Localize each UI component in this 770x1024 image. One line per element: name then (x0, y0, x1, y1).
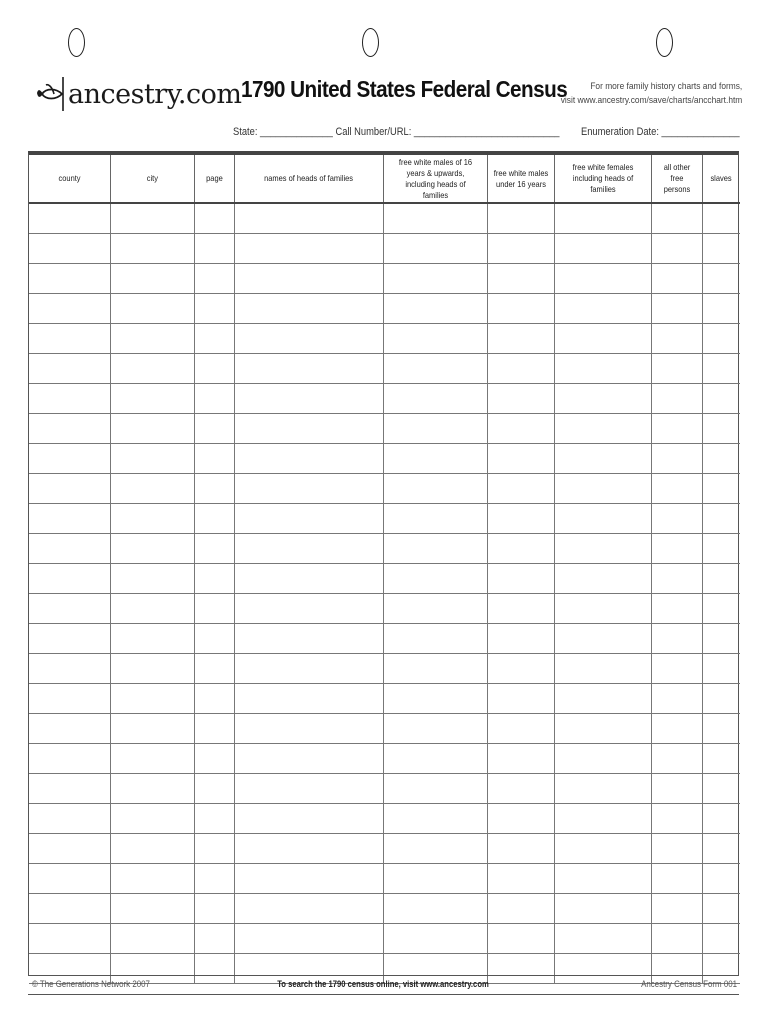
table-cell[interactable] (110, 324, 194, 354)
table-cell[interactable] (234, 684, 383, 714)
table-cell[interactable] (487, 504, 554, 534)
table-cell[interactable] (194, 924, 234, 954)
table-cell[interactable] (383, 384, 487, 414)
table-cell[interactable] (110, 894, 194, 924)
table-cell[interactable] (487, 804, 554, 834)
table-cell[interactable] (487, 924, 554, 954)
table-cell[interactable] (110, 594, 194, 624)
table-cell[interactable] (651, 864, 702, 894)
table-cell[interactable] (554, 894, 651, 924)
table-cell[interactable] (194, 654, 234, 684)
table-cell[interactable] (383, 774, 487, 804)
table-cell[interactable] (29, 894, 110, 924)
table-cell[interactable] (234, 384, 383, 414)
col-free-white-males-under-16: free white males under 16 years (487, 155, 554, 203)
table-cell[interactable] (487, 234, 554, 264)
table-cell[interactable] (554, 654, 651, 684)
promo-line-1: For more family history charts and forms, (590, 81, 742, 92)
table-cell[interactable] (702, 744, 740, 774)
table-cell[interactable] (651, 354, 702, 384)
table-cell[interactable] (651, 294, 702, 324)
table-cell[interactable] (29, 203, 110, 234)
form-id-text: Ancestry Census Form 001 (641, 979, 737, 989)
table-row (29, 834, 740, 864)
table-cell[interactable] (554, 924, 651, 954)
table-cell[interactable] (383, 354, 487, 384)
table-cell[interactable] (29, 534, 110, 564)
table-cell[interactable] (702, 324, 740, 354)
ancestry-logo (36, 72, 241, 116)
table-cell[interactable] (487, 324, 554, 354)
table-row (29, 264, 740, 294)
table-cell[interactable] (234, 624, 383, 654)
table-cell[interactable] (194, 564, 234, 594)
promo-line-2: visit www.ancestry.com/save/charts/ancchart.htm (560, 95, 742, 106)
table-cell[interactable] (702, 834, 740, 864)
table-cell[interactable] (554, 504, 651, 534)
table-row (29, 384, 740, 414)
table-cell[interactable] (110, 774, 194, 804)
table-cell[interactable] (29, 564, 110, 594)
table-row (29, 444, 740, 474)
table-cell[interactable] (234, 744, 383, 774)
table-row (29, 474, 740, 504)
table-row (29, 354, 740, 384)
table-cell[interactable] (487, 654, 554, 684)
table-cell[interactable] (702, 564, 740, 594)
table-cell[interactable] (651, 714, 702, 744)
table-cell[interactable] (554, 324, 651, 354)
table-cell[interactable] (487, 684, 554, 714)
table-cell[interactable] (110, 203, 194, 234)
table-cell[interactable] (110, 834, 194, 864)
table-cell[interactable] (702, 504, 740, 534)
table-cell[interactable] (651, 594, 702, 624)
table-row (29, 324, 740, 354)
table-cell[interactable] (487, 714, 554, 744)
table-cell[interactable] (110, 564, 194, 594)
table-cell[interactable] (554, 414, 651, 444)
table-cell[interactable] (29, 354, 110, 384)
table-cell[interactable] (487, 774, 554, 804)
table-cell[interactable] (487, 864, 554, 894)
table-cell[interactable] (110, 474, 194, 504)
table-cell[interactable] (554, 864, 651, 894)
table-cell[interactable] (651, 444, 702, 474)
state-call-number-fields (233, 126, 560, 138)
table-cell[interactable] (194, 894, 234, 924)
table-cell[interactable] (651, 804, 702, 834)
table-cell[interactable] (554, 534, 651, 564)
table-cell[interactable] (234, 444, 383, 474)
table-cell[interactable] (29, 444, 110, 474)
table-cell[interactable] (29, 504, 110, 534)
table-cell[interactable] (234, 894, 383, 924)
table-cell[interactable] (234, 324, 383, 354)
table-cell[interactable] (234, 414, 383, 444)
table-cell[interactable] (383, 894, 487, 924)
table-cell[interactable] (702, 804, 740, 834)
table-row (29, 234, 740, 264)
table-cell[interactable] (651, 684, 702, 714)
table-cell[interactable] (194, 864, 234, 894)
table-row (29, 684, 740, 714)
table-cell[interactable] (29, 654, 110, 684)
table-cell[interactable] (194, 624, 234, 654)
table-cell[interactable] (702, 624, 740, 654)
table-cell[interactable] (554, 774, 651, 804)
table-row (29, 203, 740, 234)
table-cell[interactable] (702, 684, 740, 714)
table-cell[interactable] (110, 354, 194, 384)
table-cell[interactable] (29, 804, 110, 834)
table-cell[interactable] (110, 234, 194, 264)
table-cell[interactable] (651, 624, 702, 654)
table-cell[interactable] (234, 654, 383, 684)
table-row (29, 294, 740, 324)
table-header-row (29, 155, 740, 203)
table-cell[interactable] (29, 414, 110, 444)
table-cell[interactable] (383, 564, 487, 594)
table-cell[interactable] (554, 684, 651, 714)
logo-text: ancestry.com (68, 78, 242, 110)
table-cell[interactable] (487, 534, 554, 564)
table-cell[interactable] (234, 264, 383, 294)
col-names-heads-of-families: names of heads of families (234, 155, 383, 203)
table-cell[interactable] (110, 924, 194, 954)
table-cell[interactable] (487, 294, 554, 324)
table-cell[interactable] (651, 474, 702, 504)
table-cell[interactable] (702, 714, 740, 744)
table-cell[interactable] (110, 624, 194, 654)
table-cell[interactable] (554, 234, 651, 264)
table-cell[interactable] (383, 294, 487, 324)
table-cell[interactable] (29, 924, 110, 954)
table-cell[interactable] (554, 203, 651, 234)
table-cell[interactable] (702, 894, 740, 924)
table-cell[interactable] (487, 414, 554, 444)
table-cell[interactable] (383, 444, 487, 474)
table-cell[interactable] (554, 444, 651, 474)
table-cell[interactable] (383, 654, 487, 684)
table-cell[interactable] (29, 324, 110, 354)
table-cell[interactable] (487, 203, 554, 234)
table-row (29, 594, 740, 624)
table-cell[interactable] (487, 264, 554, 294)
table-cell[interactable] (554, 624, 651, 654)
table-cell[interactable] (383, 324, 487, 354)
table-cell[interactable] (487, 354, 554, 384)
table-cell[interactable] (110, 384, 194, 414)
table-cell[interactable] (554, 804, 651, 834)
table-cell[interactable] (110, 504, 194, 534)
table-cell[interactable] (487, 744, 554, 774)
table-cell[interactable] (194, 594, 234, 624)
table-cell[interactable] (194, 534, 234, 564)
table-cell[interactable] (651, 504, 702, 534)
table-cell[interactable] (29, 684, 110, 714)
table-cell[interactable] (651, 534, 702, 564)
table-cell[interactable] (234, 714, 383, 744)
table-cell[interactable] (194, 414, 234, 444)
table-cell[interactable] (651, 924, 702, 954)
table-cell[interactable] (383, 203, 487, 234)
table-cell[interactable] (383, 864, 487, 894)
table-cell[interactable] (487, 444, 554, 474)
table-cell[interactable] (554, 714, 651, 744)
table-cell[interactable] (383, 744, 487, 774)
table-cell[interactable] (194, 474, 234, 504)
table-cell[interactable] (29, 594, 110, 624)
table-row (29, 414, 740, 444)
table-cell[interactable] (702, 384, 740, 414)
table-cell[interactable] (234, 234, 383, 264)
col-slaves: slaves (702, 155, 740, 203)
table-cell[interactable] (194, 714, 234, 744)
table-cell[interactable] (383, 414, 487, 444)
table-cell[interactable] (702, 864, 740, 894)
table-cell[interactable] (702, 234, 740, 264)
table-row (29, 894, 740, 924)
table-cell[interactable] (234, 203, 383, 234)
table-cell[interactable] (487, 594, 554, 624)
table-cell[interactable] (194, 684, 234, 714)
table-cell[interactable] (194, 203, 234, 234)
table-cell[interactable] (651, 203, 702, 234)
table-row (29, 504, 740, 534)
table-cell[interactable] (487, 894, 554, 924)
table-cell[interactable] (234, 804, 383, 834)
table-cell[interactable] (554, 264, 651, 294)
table-cell[interactable] (651, 834, 702, 864)
table-cell[interactable] (110, 654, 194, 684)
table-cell[interactable] (110, 264, 194, 294)
table-cell[interactable] (110, 714, 194, 744)
table-cell[interactable] (234, 924, 383, 954)
table-cell[interactable] (194, 744, 234, 774)
table-row (29, 744, 740, 774)
table-cell[interactable] (702, 594, 740, 624)
leaf-icon (36, 74, 66, 114)
table-cell[interactable] (29, 864, 110, 894)
table-cell[interactable] (29, 474, 110, 504)
table-cell[interactable] (702, 264, 740, 294)
table-cell[interactable] (702, 774, 740, 804)
table-cell[interactable] (29, 294, 110, 324)
table-row (29, 804, 740, 834)
table-cell[interactable] (383, 924, 487, 954)
col-city: city (110, 155, 194, 203)
table-cell[interactable] (194, 384, 234, 414)
search-online-text[interactable]: To search the 1790 census online, visit www.ancestry.com (277, 979, 489, 989)
table-cell[interactable] (29, 384, 110, 414)
table-cell[interactable] (110, 684, 194, 714)
table-row (29, 564, 740, 594)
table-cell[interactable] (487, 564, 554, 594)
table-cell[interactable] (194, 444, 234, 474)
punch-hole-left (68, 28, 85, 57)
table-cell[interactable] (110, 294, 194, 324)
table-cell[interactable] (554, 294, 651, 324)
table-row (29, 864, 740, 894)
call-number-field[interactable]: Call Number/URL: ____________________________ (335, 126, 560, 138)
table-cell[interactable] (383, 504, 487, 534)
enumeration-date-field[interactable]: Enumeration Date: _______________ (581, 126, 740, 138)
table-cell[interactable] (554, 474, 651, 504)
table-cell[interactable] (651, 384, 702, 414)
table-cell[interactable] (383, 684, 487, 714)
col-free-white-males-16-up: free white males of 16 years & upwards, including heads of families (383, 155, 487, 203)
state-field[interactable]: State: ______________ (233, 126, 333, 138)
table-cell[interactable] (702, 654, 740, 684)
census-table (29, 155, 740, 984)
table-cell[interactable] (194, 834, 234, 864)
table-cell[interactable] (651, 894, 702, 924)
table-cell[interactable] (194, 264, 234, 294)
table-cell[interactable] (110, 444, 194, 474)
table-cell[interactable] (234, 564, 383, 594)
table-cell[interactable] (194, 774, 234, 804)
table-cell[interactable] (234, 504, 383, 534)
table-cell[interactable] (702, 414, 740, 444)
table-cell[interactable] (651, 564, 702, 594)
promo-text (561, 80, 743, 108)
table-cell[interactable] (554, 834, 651, 864)
table-cell[interactable] (651, 234, 702, 264)
table-cell[interactable] (234, 864, 383, 894)
col-free-white-females: free white females including heads of families (554, 155, 651, 203)
table-cell[interactable] (194, 504, 234, 534)
table-cell[interactable] (651, 744, 702, 774)
table-cell[interactable] (383, 804, 487, 834)
copyright-text: © The Generations Network 2007 (32, 979, 150, 989)
table-cell[interactable] (110, 534, 194, 564)
table-cell[interactable] (651, 654, 702, 684)
table-cell[interactable] (702, 203, 740, 234)
table-cell[interactable] (234, 294, 383, 324)
table-cell[interactable] (234, 774, 383, 804)
table-cell[interactable] (383, 534, 487, 564)
table-cell[interactable] (554, 564, 651, 594)
table-cell[interactable] (29, 264, 110, 294)
table-cell[interactable] (234, 594, 383, 624)
col-all-other-free-persons: all other free persons (651, 155, 702, 203)
table-cell[interactable] (29, 234, 110, 264)
table-cell[interactable] (194, 324, 234, 354)
table-cell[interactable] (651, 324, 702, 354)
table-cell[interactable] (487, 624, 554, 654)
census-table-body (29, 203, 740, 984)
table-cell[interactable] (487, 474, 554, 504)
table-cell[interactable] (383, 594, 487, 624)
table-cell[interactable] (194, 234, 234, 264)
table-cell[interactable] (29, 744, 110, 774)
table-cell[interactable] (383, 714, 487, 744)
table-cell[interactable] (110, 414, 194, 444)
table-cell[interactable] (651, 774, 702, 804)
table-cell[interactable] (234, 534, 383, 564)
table-cell[interactable] (487, 834, 554, 864)
punch-hole-right (656, 28, 673, 57)
page-footer (28, 975, 739, 995)
table-cell[interactable] (554, 354, 651, 384)
table-cell[interactable] (383, 234, 487, 264)
table-row (29, 774, 740, 804)
table-cell[interactable] (234, 834, 383, 864)
table-cell[interactable] (110, 804, 194, 834)
table-cell[interactable] (194, 354, 234, 384)
table-cell[interactable] (702, 444, 740, 474)
table-cell[interactable] (29, 714, 110, 744)
table-cell[interactable] (702, 354, 740, 384)
table-row (29, 534, 740, 564)
table-cell[interactable] (29, 774, 110, 804)
table-cell[interactable] (702, 294, 740, 324)
table-cell[interactable] (702, 534, 740, 564)
table-cell[interactable] (234, 354, 383, 384)
table-cell[interactable] (383, 264, 487, 294)
table-row (29, 714, 740, 744)
table-cell[interactable] (110, 864, 194, 894)
table-cell[interactable] (554, 594, 651, 624)
table-cell[interactable] (194, 804, 234, 834)
table-cell[interactable] (651, 414, 702, 444)
table-cell[interactable] (487, 384, 554, 414)
col-county: county (29, 155, 110, 203)
table-cell[interactable] (702, 474, 740, 504)
table-row (29, 624, 740, 654)
table-cell[interactable] (554, 384, 651, 414)
table-cell[interactable] (110, 744, 194, 774)
table-cell[interactable] (383, 474, 487, 504)
table-cell[interactable] (29, 624, 110, 654)
col-page: page (194, 155, 234, 203)
table-cell[interactable] (234, 474, 383, 504)
census-table-sheet (28, 151, 739, 975)
table-cell[interactable] (383, 834, 487, 864)
table-row (29, 924, 740, 954)
table-cell[interactable] (383, 624, 487, 654)
form-title: 1790 United States Federal Census (241, 76, 568, 102)
punch-hole-center (362, 28, 379, 57)
table-cell[interactable] (554, 744, 651, 774)
table-cell[interactable] (651, 264, 702, 294)
table-cell[interactable] (194, 294, 234, 324)
table-cell[interactable] (702, 924, 740, 954)
table-row (29, 654, 740, 684)
table-cell[interactable] (29, 834, 110, 864)
